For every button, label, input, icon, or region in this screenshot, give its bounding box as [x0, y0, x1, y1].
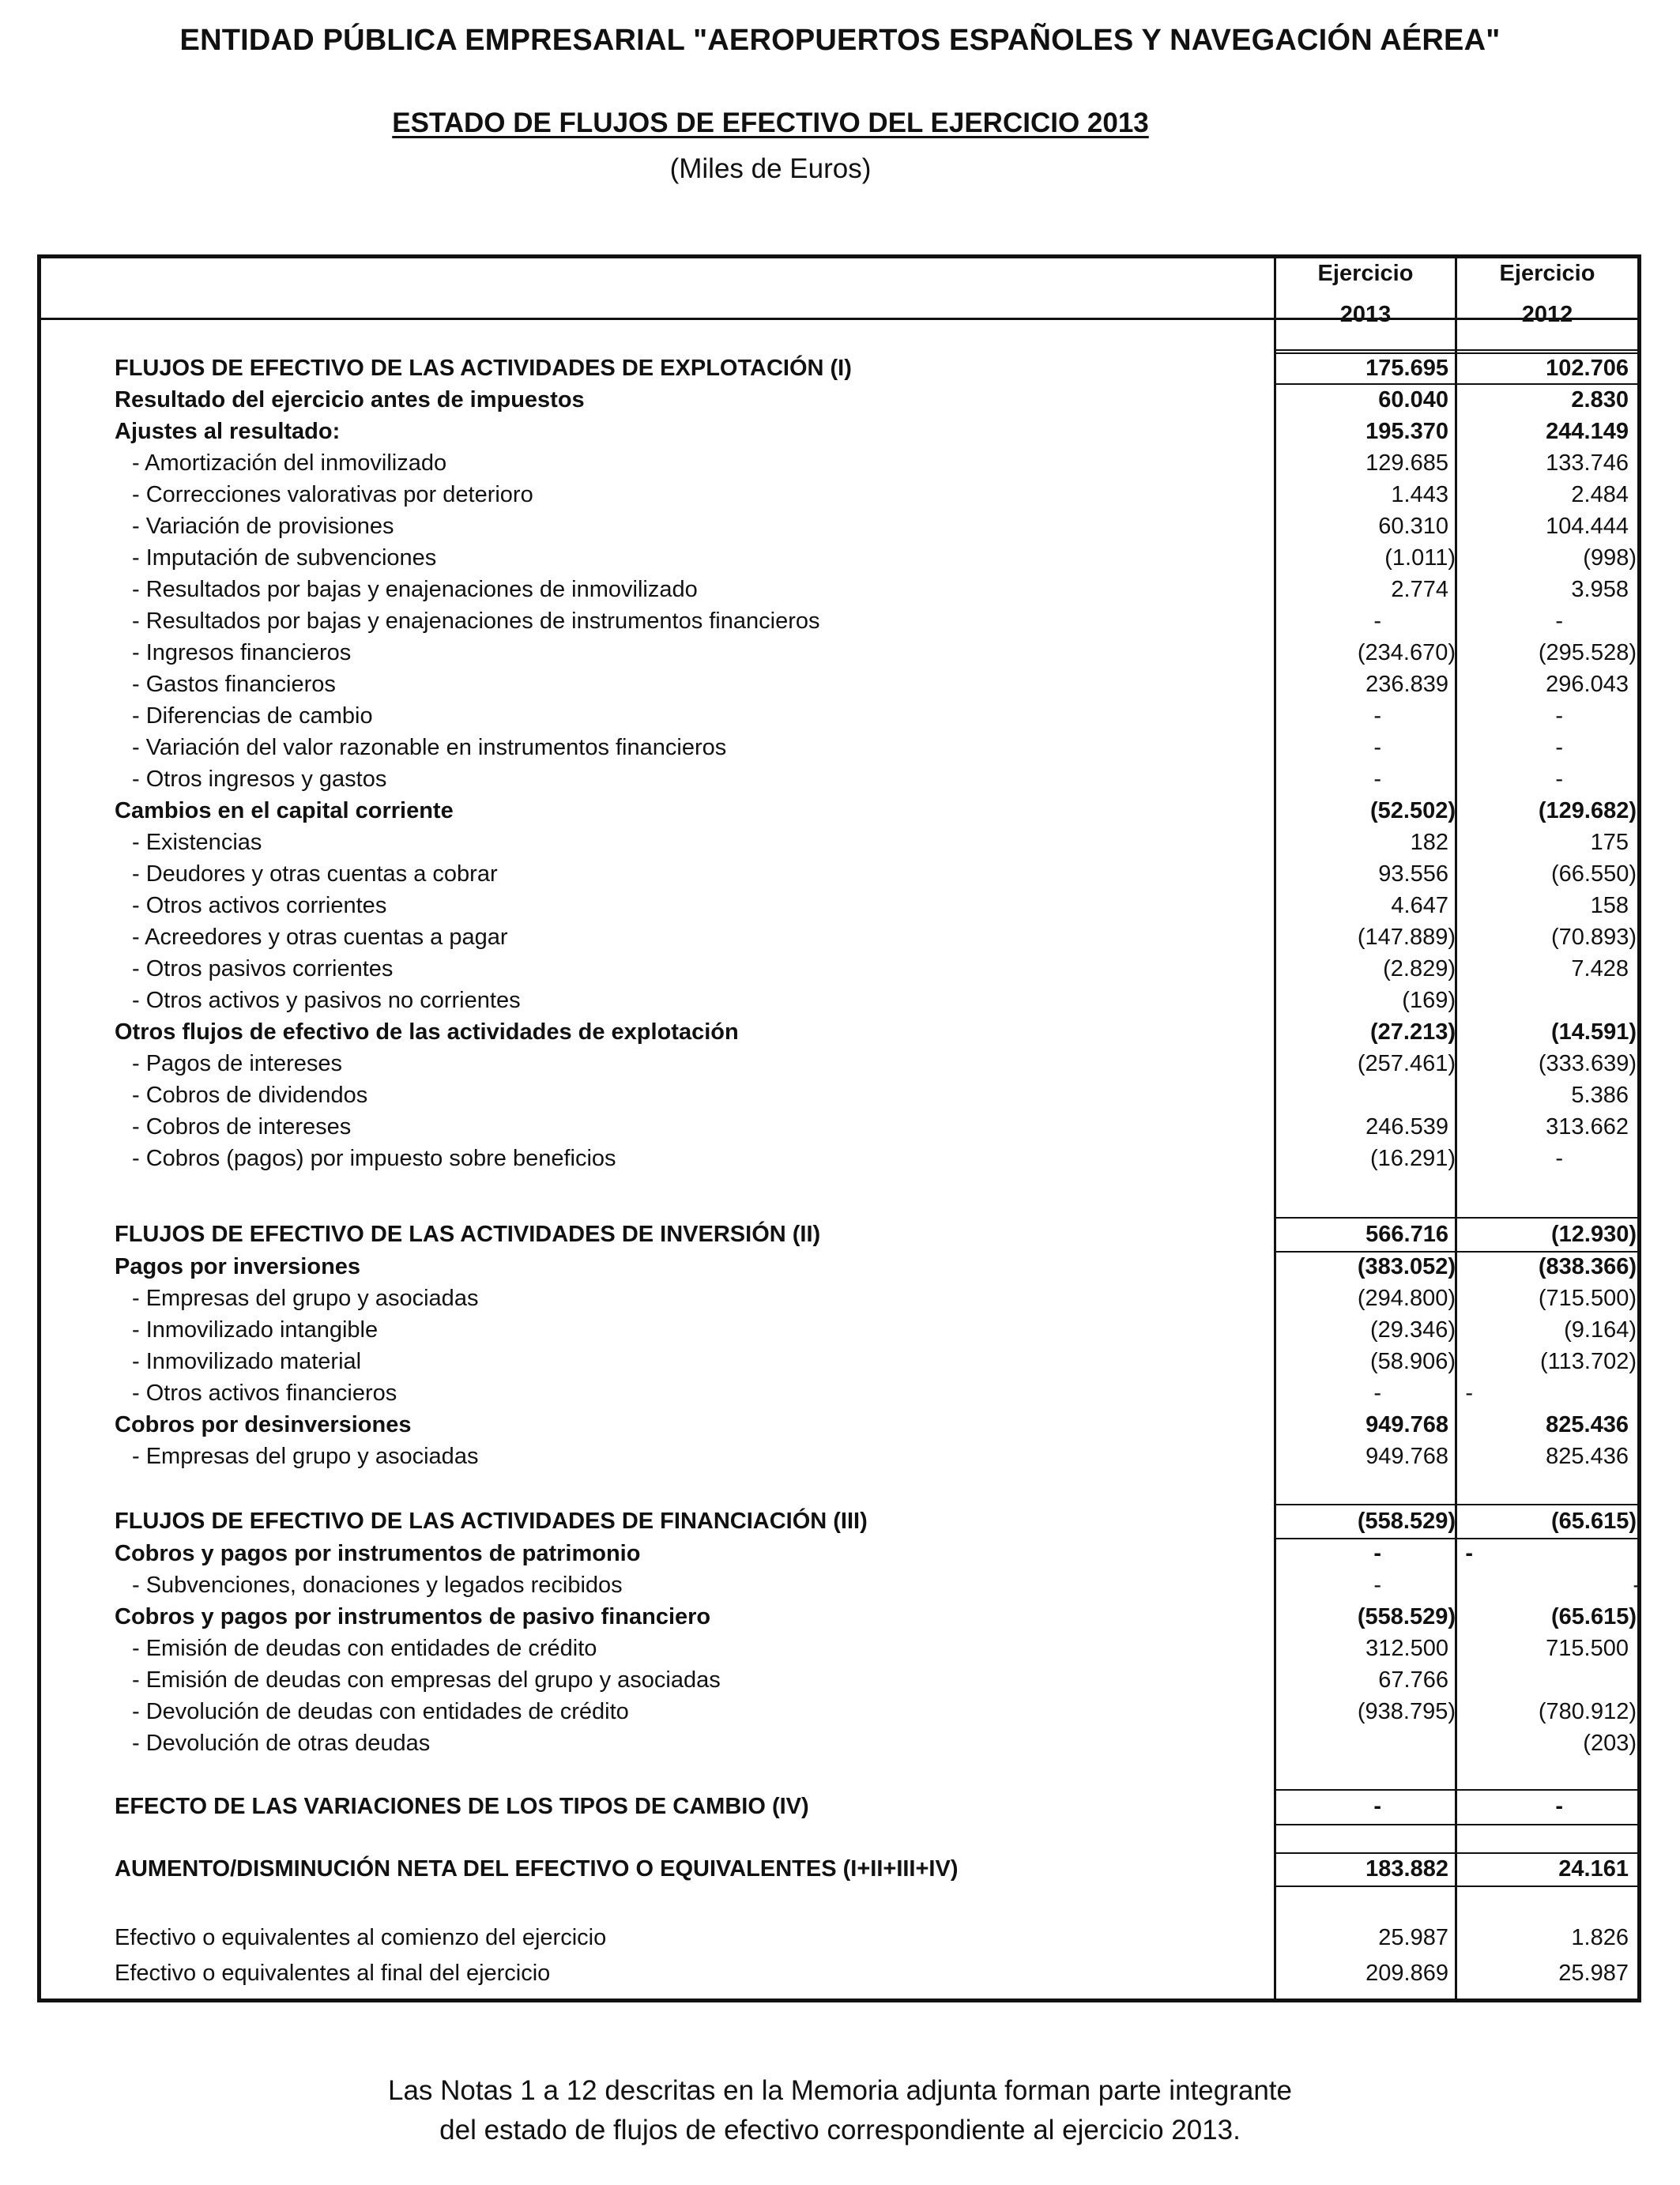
row-label: EFECTO DE LAS VARIACIONES DE LOS TIPOS DE CAMBIO (IV) — [115, 1794, 809, 1819]
row-label: - Otros ingresos y gastos — [132, 767, 387, 792]
table-row — [0, 352, 1680, 385]
value-2013: 129.685 — [1365, 450, 1448, 476]
value-2012: 825.436 — [1546, 1412, 1629, 1437]
row-label: - Ingresos financieros — [132, 640, 352, 665]
rule — [1274, 1824, 1641, 1825]
value-2013: 60.310 — [1378, 514, 1448, 539]
table-row — [0, 1441, 1680, 1473]
value-2013: - — [1373, 767, 1381, 792]
value-2013: (58.906) — [1369, 1349, 1456, 1374]
value-2012: - — [1555, 608, 1563, 634]
row-label: Pagos por inversiones — [115, 1254, 361, 1279]
value-2013: 1.443 — [1391, 482, 1448, 507]
value-2013: 246.539 — [1365, 1114, 1448, 1140]
table-row — [0, 1111, 1680, 1143]
table-row — [0, 416, 1680, 448]
table-row — [0, 985, 1680, 1017]
row-label: Ajustes al resultado: — [115, 419, 341, 444]
row-label: - Acreedores y otras cuentas a pagar — [132, 925, 508, 950]
row-label: - Empresas del grupo y asociadas — [132, 1444, 479, 1469]
row-label: - Correcciones valorativas por deterioro — [132, 482, 533, 507]
value-2013: 25.987 — [1378, 1925, 1448, 1950]
table-row — [0, 700, 1680, 733]
table-row — [0, 1538, 1680, 1570]
table-row — [0, 1314, 1680, 1347]
row-label: - Otros pasivos corrientes — [132, 956, 394, 981]
table-row — [0, 605, 1680, 638]
value-2012: 2.830 — [1571, 387, 1629, 413]
column-header-2012-line2: 2012 — [1521, 302, 1573, 327]
value-2013: 93.556 — [1378, 861, 1448, 887]
column-header-2012-line1: Ejercicio — [1499, 261, 1595, 286]
column-header-2012 — [1457, 253, 1637, 335]
value-2012: 2.484 — [1571, 482, 1629, 507]
value-2012: - — [1555, 703, 1563, 729]
row-label: - Emisión de deudas con entidades de crédito — [132, 1636, 597, 1661]
table-row — [0, 574, 1680, 606]
value-2012: (715.500) — [1538, 1286, 1637, 1311]
table-row — [0, 1048, 1680, 1080]
table-row — [0, 637, 1680, 669]
value-2013: - — [1373, 1794, 1381, 1819]
row-label: Cobros y pagos por instrumentos de patrimonio — [115, 1541, 641, 1566]
value-2013: (383.052) — [1357, 1254, 1456, 1279]
value-2013: - — [1373, 703, 1381, 729]
value-2013: (294.800) — [1357, 1286, 1456, 1311]
value-2013: (27.213) — [1369, 1019, 1456, 1045]
value-2013: (234.670) — [1357, 640, 1456, 665]
footnote-line-1: Las Notas 1 a 12 descritas en la Memoria adjunta forman parte integrante — [388, 2075, 1292, 2106]
value-2012: 25.987 — [1558, 1961, 1629, 1986]
value-2013: (558.529) — [1357, 1604, 1456, 1629]
row-label: Resultado del ejercicio antes de impuestos — [115, 387, 585, 413]
row-label: - Devolución de otras deudas — [132, 1731, 431, 1756]
table-row — [0, 890, 1680, 922]
table-row — [0, 1251, 1680, 1283]
value-2013: 183.882 — [1365, 1856, 1448, 1882]
value-2013: 949.768 — [1365, 1412, 1448, 1437]
table-row — [0, 827, 1680, 859]
value-2012: (333.639) — [1538, 1051, 1637, 1076]
value-2012: (113.702) — [1540, 1349, 1637, 1374]
units-label: (Miles de Euros) — [669, 153, 872, 184]
value-2012: - — [1555, 735, 1563, 760]
table-row — [0, 1569, 1680, 1602]
table-row — [0, 1922, 1680, 1954]
rule — [1274, 349, 1641, 351]
value-2012: (203) — [1583, 1731, 1637, 1756]
table-row — [0, 732, 1680, 764]
table-row — [0, 1346, 1680, 1378]
value-2012: (12.930) — [1550, 1222, 1637, 1247]
value-2012: 313.662 — [1546, 1114, 1629, 1140]
value-2013: (16.291) — [1369, 1146, 1456, 1171]
value-2013: 209.869 — [1365, 1961, 1448, 1986]
value-2012: 296.043 — [1546, 672, 1629, 697]
value-2012: 24.161 — [1558, 1856, 1629, 1882]
value-2013: 4.647 — [1391, 893, 1448, 918]
value-2012: 3.958 — [1571, 577, 1629, 602]
value-2012: (14.591) — [1550, 1019, 1637, 1045]
value-2012: (65.615) — [1550, 1509, 1637, 1534]
footnote-line-2: del estado de flujos de efectivo correspondiente al ejercicio 2013. — [439, 2115, 1241, 2145]
row-label: - Inmovilizado intangible — [132, 1317, 379, 1343]
value-2012: (129.682) — [1538, 798, 1637, 823]
row-label: Cobros y pagos por instrumentos de pasivo financiero — [115, 1604, 711, 1629]
value-2012: (838.366) — [1538, 1254, 1637, 1279]
value-2012: 175 — [1590, 830, 1629, 855]
value-2013: 312.500 — [1365, 1636, 1448, 1661]
table-row — [0, 763, 1680, 796]
row-label: Efectivo o equivalentes al final del ejercicio — [115, 1961, 551, 1986]
value-2012: (65.615) — [1550, 1604, 1637, 1629]
table-row — [0, 1791, 1680, 1823]
table-row — [0, 921, 1680, 954]
table-row — [0, 1505, 1680, 1538]
column-header-2013-line1: Ejercicio — [1317, 261, 1414, 286]
table-row — [0, 858, 1680, 891]
value-2012: (295.528) — [1538, 640, 1637, 665]
value-2012: 1.826 — [1571, 1925, 1629, 1950]
row-label: Cambios en el capital corriente — [115, 798, 454, 823]
value-2012: - — [1555, 767, 1563, 792]
row-label: - Amortización del inmovilizado — [132, 450, 447, 476]
row-label: - Otros activos y pasivos no corrientes — [132, 988, 521, 1013]
row-label: FLUJOS DE EFECTIVO DE LAS ACTIVIDADES DE INVERSIÓN (II) — [115, 1222, 821, 1247]
value-2013: - — [1373, 735, 1381, 760]
value-2012: 7.428 — [1571, 956, 1629, 981]
statement-title — [0, 107, 1541, 139]
value-2013: (938.795) — [1357, 1699, 1456, 1724]
row-label: - Cobros (pagos) por impuesto sobre beneficios — [132, 1146, 616, 1171]
value-2013: 60.040 — [1378, 387, 1448, 413]
value-2013: 949.768 — [1365, 1444, 1448, 1469]
table-row — [0, 1219, 1680, 1251]
row-label: - Gastos financieros — [132, 672, 336, 697]
table-row — [0, 447, 1680, 480]
table-row — [0, 1727, 1680, 1760]
row-label: AUMENTO/DISMINUCIÓN NETA DEL EFECTIVO O EQUIVALENTES (I+II+III+IV) — [115, 1856, 959, 1882]
table-row — [0, 795, 1680, 827]
row-label: - Emisión de deudas con empresas del grupo y asociadas — [132, 1667, 721, 1693]
value-2012: - — [1465, 1541, 1473, 1566]
value-2013: (52.502) — [1369, 798, 1456, 823]
table-row — [0, 384, 1680, 416]
value-2012: 715.500 — [1546, 1636, 1629, 1661]
value-2013: (169) — [1402, 988, 1456, 1013]
row-label: - Devolución de deudas con entidades de crédito — [132, 1699, 629, 1724]
table-row — [0, 479, 1680, 511]
table-row — [0, 542, 1680, 575]
value-2012: - — [1555, 1794, 1563, 1819]
statement-title-text: ESTADO DE FLUJOS DE EFECTIVO DEL EJERCICIO 2013 — [392, 107, 1149, 138]
value-2012: 158 — [1590, 893, 1629, 918]
value-2013: 182 — [1410, 830, 1448, 855]
row-label: - Variación de provisiones — [132, 514, 394, 539]
row-label: - Subvenciones, donaciones y legados recibidos — [132, 1573, 623, 1598]
rule — [1274, 1886, 1641, 1887]
row-label: - Existencias — [132, 830, 262, 855]
row-label: - Variación del valor razonable en instrumentos financieros — [132, 735, 727, 760]
table-row — [0, 1696, 1680, 1728]
value-2012: - — [1555, 1146, 1563, 1171]
table-row — [0, 1664, 1680, 1697]
table-row — [0, 953, 1680, 985]
table-row — [0, 1283, 1680, 1315]
column-header-2013 — [1276, 253, 1455, 335]
table-row — [0, 1633, 1680, 1665]
table-row — [0, 1957, 1680, 1990]
value-2013: (2.829) — [1383, 956, 1456, 981]
value-2013: 566.716 — [1365, 1222, 1448, 1247]
table-row — [0, 1143, 1680, 1175]
value-2012: (780.912) — [1538, 1699, 1637, 1724]
value-2012: - — [1465, 1381, 1473, 1406]
row-label: - Otros activos financieros — [132, 1381, 397, 1406]
row-label: - Cobros de intereses — [132, 1114, 352, 1140]
value-2013: - — [1373, 1381, 1381, 1406]
row-label: - Cobros de dividendos — [132, 1083, 368, 1108]
column-header-2013-line2: 2013 — [1339, 302, 1392, 327]
value-2013: 67.766 — [1378, 1667, 1448, 1693]
value-2013: 236.839 — [1365, 672, 1448, 697]
row-label: - Resultados por bajas y enajenaciones de instrumentos financieros — [132, 608, 820, 634]
table-row — [0, 1601, 1680, 1633]
value-2013: - — [1373, 1573, 1381, 1598]
row-label: FLUJOS DE EFECTIVO DE LAS ACTIVIDADES DE EXPLOTACIÓN (I) — [115, 356, 852, 381]
value-2012: 133.746 — [1546, 450, 1629, 476]
table-row — [0, 510, 1680, 543]
value-2013: (147.889) — [1357, 925, 1456, 950]
table-row — [0, 1853, 1680, 1886]
value-2013: 2.774 — [1391, 577, 1448, 602]
value-2013: (29.346) — [1369, 1317, 1456, 1343]
value-2012: (70.893) — [1550, 925, 1637, 950]
value-2013: (257.461) — [1357, 1051, 1456, 1076]
table-row — [0, 669, 1680, 701]
row-label: - Empresas del grupo y asociadas — [132, 1286, 479, 1311]
table-row — [0, 1409, 1680, 1441]
value-2012: (9.164) — [1564, 1317, 1637, 1343]
table-row — [0, 1016, 1680, 1049]
row-label: - Resultados por bajas y enajenaciones de inmovilizado — [132, 577, 698, 602]
value-2013: - — [1373, 608, 1381, 634]
table-row — [0, 1079, 1680, 1112]
value-2012: 5.386 — [1571, 1083, 1629, 1108]
row-label: - Diferencias de cambio — [132, 703, 373, 729]
row-label: - Otros activos corrientes — [132, 893, 387, 918]
value-2013: 195.370 — [1365, 419, 1448, 444]
value-2012: (66.550) — [1550, 861, 1637, 887]
value-2013: - — [1373, 1541, 1381, 1566]
row-label: FLUJOS DE EFECTIVO DE LAS ACTIVIDADES DE FINANCIACIÓN (III) — [115, 1509, 868, 1534]
value-2012: 244.149 — [1546, 419, 1629, 444]
row-label: Otros flujos de efectivo de las actividades de explotación — [115, 1019, 739, 1045]
value-2013: (558.529) — [1357, 1509, 1456, 1534]
value-2012: (998) — [1583, 545, 1637, 571]
value-2012: 102.706 — [1546, 356, 1629, 381]
row-label: - Inmovilizado material — [132, 1349, 362, 1374]
value-2013: (1.011) — [1384, 545, 1456, 571]
row-label: Cobros por desinversiones — [115, 1412, 412, 1437]
value-2012: 825.436 — [1546, 1444, 1629, 1469]
row-label: - Imputación de subvenciones — [132, 545, 437, 571]
row-label: Efectivo o equivalentes al comienzo del ejercicio — [115, 1925, 607, 1950]
entity-title: ENTIDAD PÚBLICA EMPRESARIAL "AEROPUERTOS ESPAÑOLES Y NAVEGACIÓN AÉREA" — [179, 24, 1501, 57]
row-label: - Deudores y otras cuentas a cobrar — [132, 861, 498, 887]
row-label: - Pagos de intereses — [132, 1051, 342, 1076]
value-2012: - — [1633, 1573, 1640, 1598]
value-2013: 175.695 — [1365, 356, 1448, 381]
table-row — [0, 1377, 1680, 1410]
value-2012: 104.444 — [1546, 514, 1629, 539]
